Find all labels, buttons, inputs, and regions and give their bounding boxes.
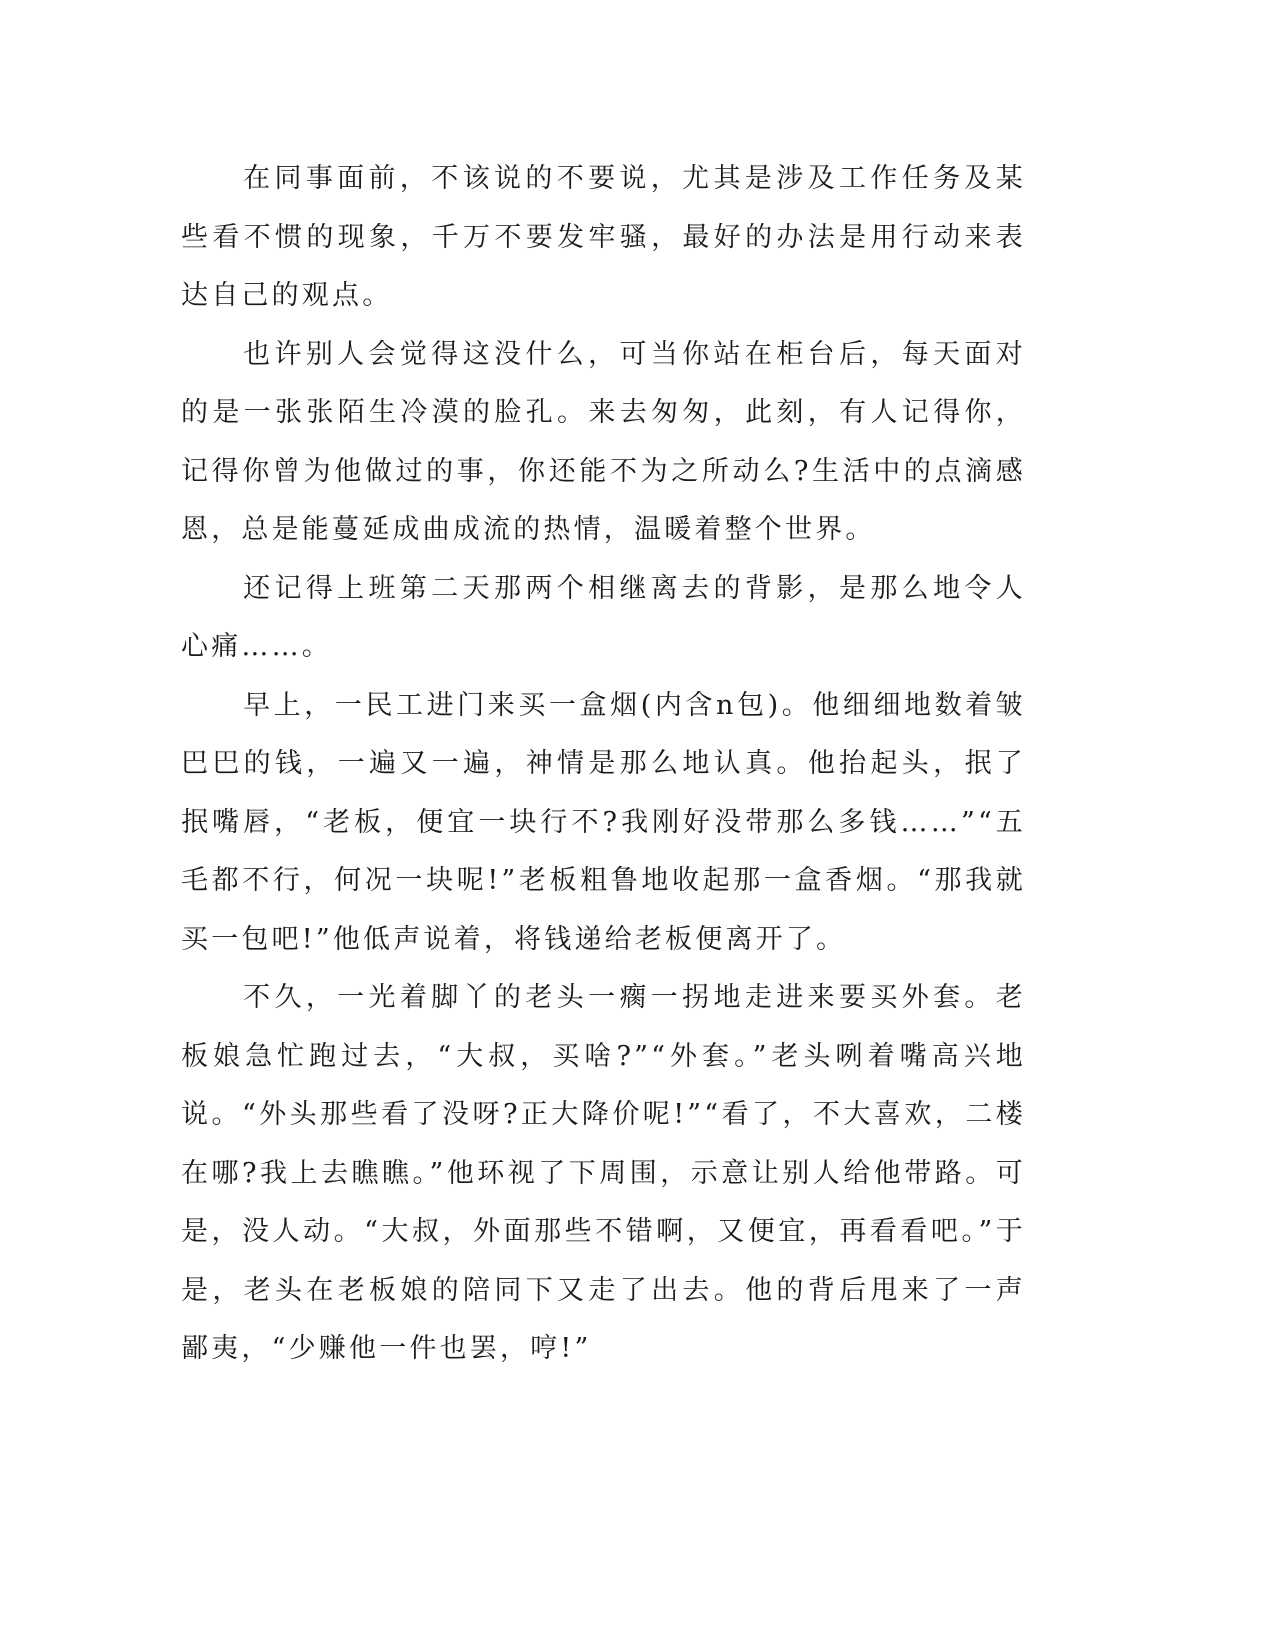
- paragraph-5: 不久，一光着脚丫的老头一瘸一拐地走进来要买外套。老板娘急忙跑过去，“大叔，买啥?”“外套。”老头咧着嘴高兴地说。“外头那些看了没呀?正大降价呢!”“看了，不大喜欢，二楼在哪?我上去瞧瞧。”他环视了下周围，示意让别人给他带路。可是，没人动。“大叔，外面那些不错啊，又便宜，再看看吧。”于是，老头在老板娘的陪同下又走了出去。他的背后甩来了一声鄙夷，“少赚他一件也罢，哼!”: [181, 982, 1026, 1364]
- paragraph-4: 早上，一民工进门来买一盒烟(内含n包)。他细细地数着皱巴巴的钱，一遍又一遍，神情是那么地认真。他抬起头，抿了抿嘴唇，“老板，便宜一块行不?我刚好没带那么多钱……”“五毛都不行，何况一块呢!”老板粗鲁地收起那一盒香烟。“那我就买一包吧!”他低声说着，将钱递给老板便离开了。: [181, 689, 1026, 955]
- paragraph-2: 也许别人会觉得这没什么，可当你站在柜台后，每天面对的是一张张陌生冷漠的脸孔。来去匆匆，此刻，有人记得你，记得你曾为他做过的事，你还能不为之所动么?生活中的点滴感恩，总是能蔓延成曲成流的热情，温暖着整个世界。: [181, 338, 1026, 545]
- document-page: [181, 150, 1026, 1379]
- paragraph-3: 还记得上班第二天那两个相继离去的背影，是那么地令人心痛……。: [181, 572, 1026, 662]
- paragraph-1: 在同事面前，不该说的不要说，尤其是涉及工作任务及某些看不惯的现象，千万不要发牢骚，最好的办法是用行动来表达自己的观点。: [181, 163, 1026, 311]
